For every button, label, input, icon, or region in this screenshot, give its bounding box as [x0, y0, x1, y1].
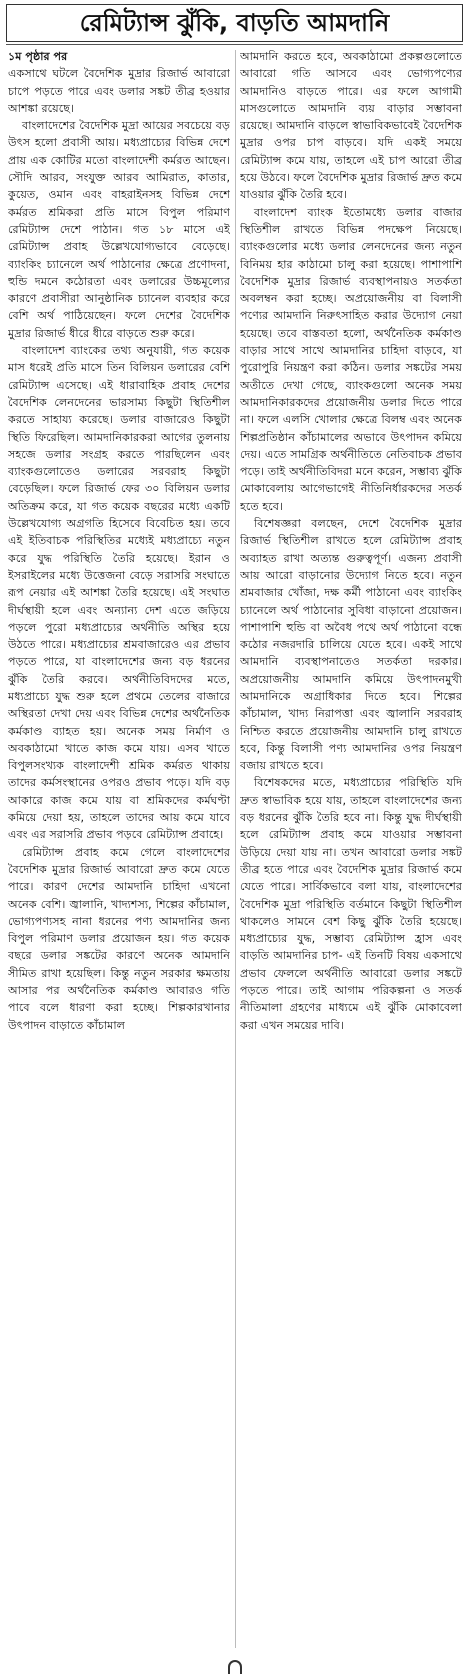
paragraph: বিশেষকদের মতে, মধ্যপ্রাচ্যের পরিস্থিতি যদি দ্রুত স্বাভাবিক হয়ে যায়, তাহলে বাংলাদেশের জন্য বড় ধরনের ঝুঁকি তৈরি হবে না। কিন্তু যুদ্ধ দীর্ঘস্থায়ী হলে রেমিট্যান্স প্রবাহ কমে যাওয়ার সম্ভাবনা উড়িয়ে দেয়া যায় না। তখন আবারো ডলার সঙ্কট তীব্র হতে পারে এবং বৈদেশিক মুদ্রার রিজার্ভ কমে যেতে পারে। সার্বিকভাবে বলা যায়, বাংলাদেশের বৈদেশিক মুদ্রা পরিস্থিতি বর্তমানে কিছুটা স্থিতিশীল থাকলেও সামনে বেশ কিছু ঝুঁকি তৈরি হয়েছে। মধ্যপ্রাচ্যের যুদ্ধ, সম্ভাব্য রেমিট্যান্স হ্রাস এবং বাড়তি আমদানির চাপ- এই তিনটি বিষয় একসাথে প্রভাব ফেললে অর্থনীতি আবারো ডলার সঙ্কটে পড়তে পারে। তাই আগাম পরিকল্পনা ও সতর্ক নীতিমালা গ্রহণের মাধ্যমে এই ঝুঁকি মোকাবেলা করা এখন সময়ের দাবি।: [240, 776, 462, 1032]
paragraph: বাংলাদেশের বৈদেশিক মুদ্রা আয়ের সবচেয়ে বড় উৎস হলো প্রবাসী আয়। মধ্যপ্রাচ্যের বিভিন্ন দেশে প্রায় এক কোটির মতো বাংলাদেশী কর্মরত আছেন। সৌদি আরব, সংযুক্ত আরব আমিরাত, কাতার, কুয়েত, ওমান এবং বাহরাইনসহ বিভিন্ন দেশে কর্মরত শ্রমিকরা প্রতি মাসে বিপুল পরিমাণ রেমিট্যান্স দেশে পাঠান। গত ১৮ মাসে এই রেমিট্যান্স প্রবাহ উল্লেখযোগ্যভাবে বেড়েছে। ব্যাংকিং চ্যানেলে অর্থ পাঠানোর ক্ষেত্রে প্রণোদনা, হুন্ডি দমনে কঠোরতা এবং ডলারের উচ্চমূল্যের কারণে প্রবাসীরা আনুষ্ঠানিক চ্যানেল ব্যবহার করে বেশি অর্থ পাঠিয়েছেন। ফলে দেশের বৈদেশিক মুদ্রার রিজার্ভ ধীরে ধীরে বাড়তে শুরু করে।: [8, 119, 230, 340]
paragraph: বাংলাদেশ ব্যাংক ইতোমধ্যে ডলার বাজার স্থিতিশীল রাখতে বিভিন্ন পদক্ষেপ নিয়েছে। ব্যাংকগুলোর মধ্যে ডলার লেনদেনের জন্য নতুন বিনিময় হার কাঠামো চালু করা হয়েছে। পাশাপাশি বৈদেশিক মুদ্রার রিজার্ভ ব্যবস্থাপনায়ও সতর্কতা অবলম্বন করা হচ্ছে। অপ্রয়োজনীয় বা বিলাসী পণ্যের আমদানি নিরুৎসাহিত করার উদ্যোগ নেয়া হয়েছে। তবে বাস্তবতা হলো, অর্থনৈতিক কর্মকাণ্ড বাড়ার সাথে সাথে আমদানির চাহিদা বাড়বে, যা পুরোপুরি নিয়ন্ত্রণ করা কঠিন। ডলার সঙ্কটের সময় অতীতে দেখা গেছে, ব্যাংকগুলো অনেক সময় আমদানিকারকদের প্রয়োজনীয় ডলার দিতে পারে না। ফলে এলসি খোলার ক্ষেত্রে বিলম্ব এবং অনেক শিল্পপ্রতিষ্ঠান কাঁচামালের অভাবে উৎপাদন কমিয়ে দেয়। এতে সামগ্রিক অর্থনীতিতে নেতিবাচক প্রভাব পড়ে। তাই অর্থনীতিবিদরা মনে করেন, সম্ভাব্য ঝুঁকি মোকাবেলায় আগেভাগেই নীতিনির্ধারকদের সতর্ক হতে হবে।: [240, 205, 462, 513]
headline-box: [6, 4, 463, 42]
continued-from-label: ১ম পৃষ্ঠার পর: [8, 50, 68, 63]
left-column: [8, 48, 230, 1648]
paragraph: বিশেষজ্ঞরা বলছেন, দেশে বৈদেশিক মুদ্রার রিজার্ভ স্থিতিশীল রাখতে হলে রেমিট্যান্স প্রবাহ অব্যাহত রাখা অত্যন্ত গুরুত্বপূর্ণ। এজন্য প্রবাসী আয় আরো বাড়ানোর উদ্যোগ নিতে হবে। নতুন শ্রমবাজার খোঁজা, দক্ষ কর্মী পাঠানো এবং ব্যাংকিং চ্যানেলে অর্থ পাঠানোর সুবিধা বাড়ানো প্রয়োজন। পাশাপাশি হুন্ডি বা অবৈধ পথে অর্থ পাঠানো বন্ধে কঠোর নজরদারি চালিয়ে যেতে হবে। একই সাথে আমদানি ব্যবস্থাপনাতেও সতর্কতা দরকার। অপ্রয়োজনীয় আমদানি কমিয়ে উৎপাদনমুখী আমদানিকে অগ্রাধিকার দিতে হবে। শিল্পের কাঁচামাল, খাদ্য নিরাপত্তা এবং জ্বালানি সরবরাহ নিশ্চিত করতে প্রয়োজনীয় আমদানি চালু রাখতে হবে, কিন্তু বিলাসী পণ্য আমদানির ওপর নিয়ন্ত্রণ বজায় রাখতে হবে।: [240, 517, 462, 773]
article-headline: রেমিট্যান্স ঝুঁকি, বাড়তি আমদানি: [79, 9, 390, 37]
paragraph: রেমিট্যান্স প্রবাহ কমে গেলে বাংলাদেশের বৈদেশিক মুদ্রার রিজার্ভ আবারো দ্রুত কমে যেতে পারে। কারণ দেশের আমদানি চাহিদা এখনো অনেক বেশি। জ্বালানি, খাদ্যশস্য, শিল্পের কাঁচামাল, ভোগ্যপণ্যসহ নানা ধরনের পণ্য আমদানির জন্য বিপুল পরিমাণ ডলার প্রয়োজন হয়। গত কয়েক বছরে ডলার সঙ্কটের কারণে অনেক আমদানি সীমিত রাখা হয়েছিল। কিন্তু নতুন সরকার ক্ষমতায় আসার পর অর্থনৈতিক কর্মকাণ্ড আবারও গতি পাবে বলে ধারণা করা হচ্ছে। শিল্পকারখানার উৎপাদন বাড়াতে কাঁচামাল: [8, 845, 230, 1032]
headline-rule: [6, 44, 463, 45]
paragraph: একসাথে ঘটলে বৈদেশিক মুদ্রার রিজার্ভ আবারো চাপে পড়তে পারে এবং ডলার সঙ্কট তীব্র হওয়ার আশঙ্কা রয়েছে।: [8, 67, 230, 115]
page-end-mark: [228, 1660, 242, 1674]
paragraph: আমদানি করতে হবে, অবকাঠামো প্রকল্পগুলোতে আবারো গতি আসবে এবং ভোগ্যপণ্যের আমদানিও বাড়তে পারে। এর ফলে আগামী মাসগুলোতে আমদানি ব্যয় বাড়ার সম্ভাবনা রয়েছে। আমদানি বাড়লে স্বাভাবিকভাবেই বৈদেশিক মুদ্রার ওপর চাপ বাড়বে। যদি একই সময়ে রেমিট্যান্স কমে যায়, তাহলে এই চাপ আরো তীব্র হয়ে উঠবে। ফলে বৈদেশিক মুদ্রার রিজার্ভ দ্রুত কমে যাওয়ার ঝুঁকি তৈরি হবে।: [240, 50, 462, 202]
article-body: [8, 48, 463, 1648]
right-column: [240, 48, 462, 1648]
paragraph: বাংলাদেশ ব্যাংকের তথ্য অনুযায়ী, গত কয়েক মাস ধরেই প্রতি মাসে তিন বিলিয়ন ডলারের বেশি রেমিট্যান্স এসেছে। এই ধারাবাহিক প্রবাহ দেশের বৈদেশিক লেনদেনের ভারসাম্য কিছুটা স্থিতিশীল করতে সাহায্য করেছে। ডলার বাজারেও কিছুটা স্থিতি ফিরেছিল। আমদানিকারকরা আগের তুলনায় সহজে ডলার সংগ্রহ করতে পারছিলেন এবং ব্যাংকগুলোতেও ডলারের সরবরাহ কিছুটা বেড়েছিল। ফলে রিজার্ভ ফের ৩০ বিলিয়ন ডলার অতিক্রম করে, যা গত কয়েক বছরের মধ্যে একটি উল্লেখযোগ্য অগ্রগতি হিসেবে বিবেচিত হয়। তবে এই ইতিবাচক পরিস্থিতির মধ্যেই মধ্যপ্রাচ্যে নতুন করে যুদ্ধ পরিস্থিতি তৈরি হয়েছে। ইরান ও ইসরাইলের মধ্যে উত্তেজনা বেড়ে সরাসরি সংঘাতে রূপ নেয়ার এই আশঙ্কা তৈরি হয়েছে। এই সংঘাত দীর্ঘস্থায়ী হলে এবং অন্যান্য দেশ এতে জড়িয়ে পড়লে পুরো মধ্যপ্রাচ্যের অর্থনীতি অস্থির হয়ে উঠতে পারে। মধ্যপ্রাচ্যের শ্রমবাজারেও এর প্রভাব পড়তে পারে, যা বাংলাদেশের জন্য বড় ধরনের ঝুঁকি তৈরি করবে। অর্থনীতিবিদদের মতে, মধ্যপ্রাচ্যে যুদ্ধ শুরু হলে প্রথমে তেলের বাজারে অস্থিরতা দেখা দেয় এবং বিভিন্ন দেশের অর্থনৈতিক কর্মকাণ্ড ব্যাহত হয়। অনেক সময় নির্মাণ ও অবকাঠামো খাতে কাজ কমে যায়। এসব খাতে বিপুলসংখ্যক বাংলাদেশী শ্রমিক কর্মরত থাকায় তাদের কর্মসংস্থানের ওপরও প্রভাব পড়ে। যদি বড় আকারে কাজ কমে যায় বা শ্রমিকদের কর্মঘণ্টা কমিয়ে দেয়া হয়, তাহলে তাদের আয় কমে যাবে এবং এর সরাসরি প্রভাব পড়বে রেমিট্যান্স প্রবাহে।: [8, 344, 230, 842]
